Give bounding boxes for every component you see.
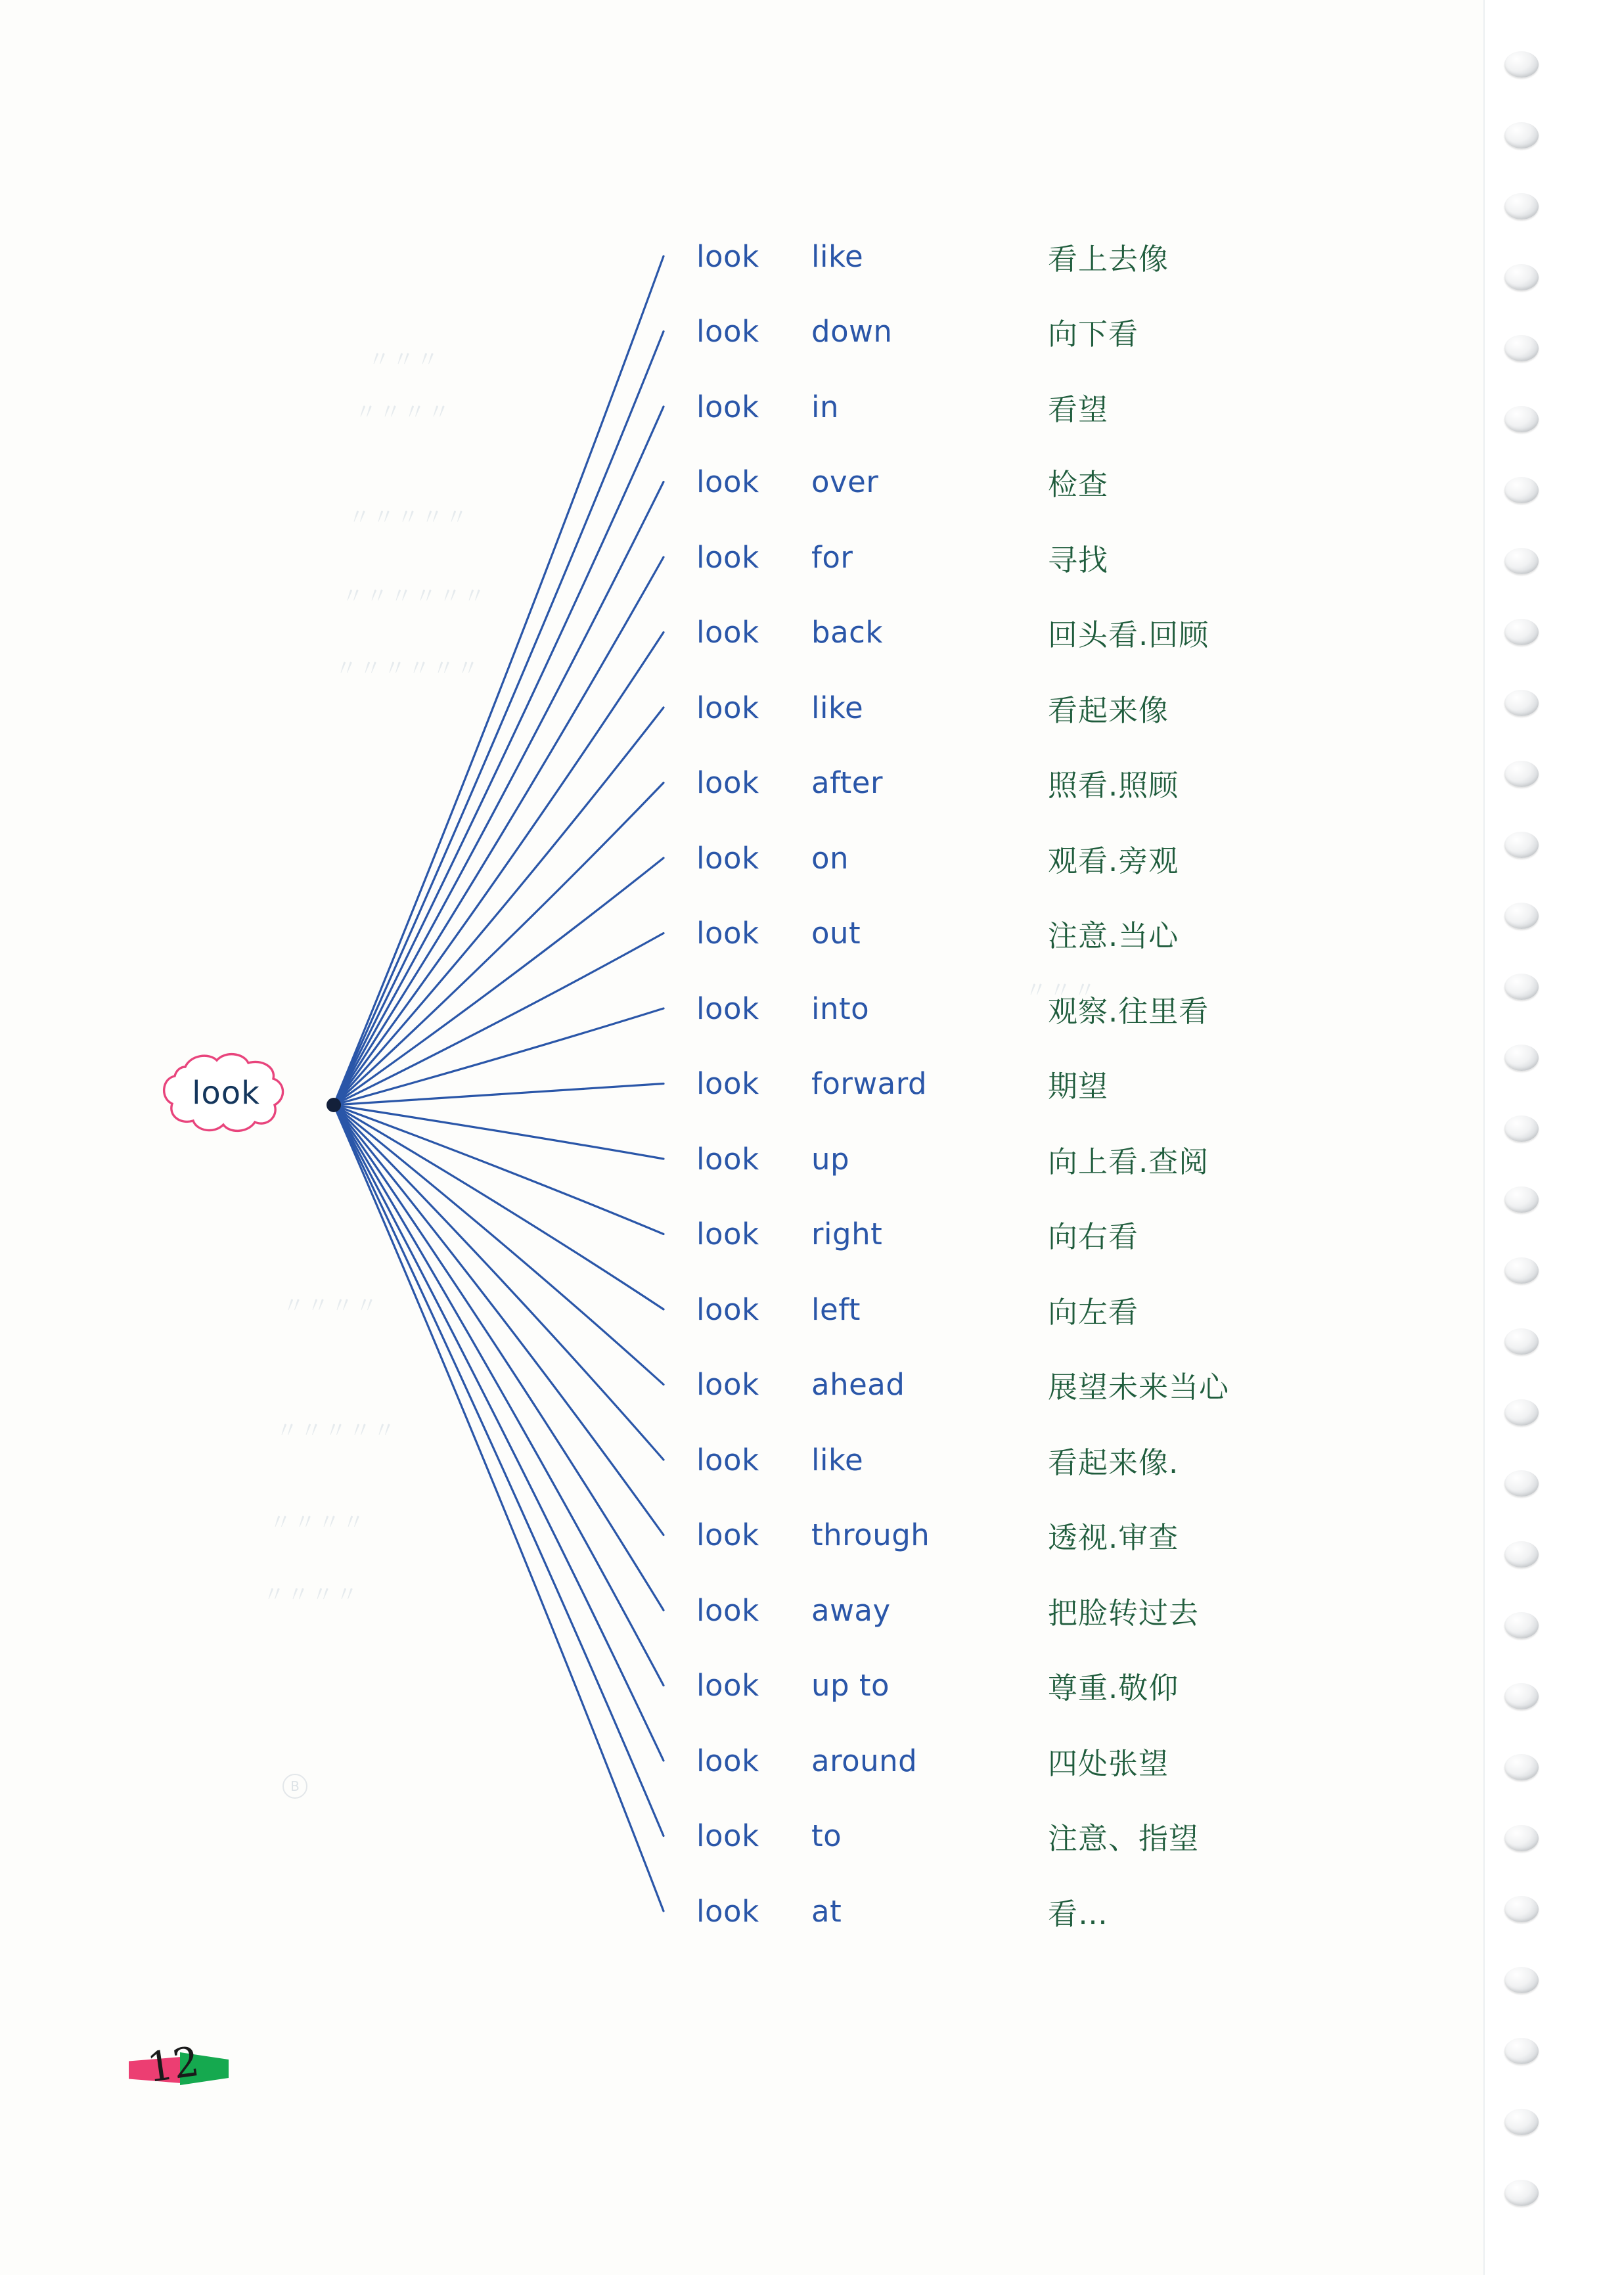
binding-ring — [1504, 1541, 1539, 1567]
binding-ring — [1504, 1257, 1539, 1284]
branch-line — [334, 1084, 664, 1106]
branch-line — [334, 1105, 664, 1460]
branch-gloss: 检查 — [1048, 467, 1109, 502]
branch-particle: at — [811, 1893, 842, 1929]
branch-line — [334, 1008, 664, 1105]
branch-line — [334, 557, 664, 1105]
page-showthrough: 〃〃〃〃〃 — [276, 1418, 397, 1444]
branch-gloss: 向上看.查阅 — [1048, 1144, 1209, 1179]
branch-particle: down — [811, 314, 893, 349]
branch-gloss: 透视.审查 — [1048, 1520, 1179, 1555]
branch-row — [696, 1504, 1179, 1567]
branch-row — [696, 1579, 1199, 1642]
page-showthrough: 〃〃〃〃 — [355, 399, 452, 426]
branch-row — [696, 1805, 1199, 1868]
branch-gloss: 展望未来当心 — [1048, 1370, 1230, 1405]
page-showthrough: 〃〃〃 — [368, 347, 441, 373]
binding-ring — [1504, 2038, 1539, 2064]
branch-line — [334, 708, 664, 1105]
branch-row — [696, 1654, 1179, 1717]
branch-particle: away — [811, 1592, 891, 1628]
binding-ring — [1504, 1045, 1539, 1071]
branch-verb: look — [696, 389, 759, 424]
branch-verb: look — [696, 1518, 759, 1552]
branch-particle: forward — [811, 1066, 928, 1101]
branch-verb: look — [696, 615, 759, 650]
margin-mark: B — [282, 1774, 307, 1799]
branch-gloss: 观察.往里看 — [1048, 993, 1209, 1029]
branch-gloss: 把脸转过去 — [1048, 1595, 1200, 1631]
branch-line — [334, 256, 664, 1105]
branch-row — [696, 225, 1169, 288]
branch-particle: left — [811, 1292, 861, 1327]
binding-ring — [1504, 264, 1539, 290]
branch-gloss: 期望 — [1048, 1069, 1109, 1104]
branch-gloss: 照看.照顾 — [1048, 768, 1179, 803]
branch-particle: like — [811, 690, 864, 725]
branch-verb: look — [696, 1367, 759, 1402]
branch-verb: look — [696, 840, 759, 876]
binding-ring — [1504, 193, 1539, 219]
branch-row — [696, 1127, 1209, 1190]
branch-line — [334, 1105, 664, 1159]
page-number-label: 12 — [144, 2037, 202, 2092]
branch-particle: through — [811, 1518, 930, 1552]
binding-ring — [1504, 477, 1539, 503]
page-showthrough: 〃〃〃〃 — [282, 1293, 380, 1319]
branch-gloss: 寻找 — [1048, 542, 1109, 577]
branch-row — [696, 1353, 1229, 1416]
spiral-binding — [1483, 0, 1624, 2275]
branch-verb: look — [696, 1818, 759, 1853]
branch-verb: look — [696, 238, 759, 274]
page-showthrough: 〃〃〃〃〃〃 — [335, 656, 481, 682]
binding-ring — [1504, 406, 1539, 432]
branch-line — [334, 1105, 664, 1761]
binding-ring — [1504, 1967, 1539, 1993]
center-node-label: look — [192, 1075, 260, 1112]
branch-line — [334, 1105, 664, 1309]
binding-ring — [1504, 51, 1539, 78]
branch-gloss: 向下看 — [1048, 317, 1139, 351]
branch-particle: like — [811, 1442, 864, 1477]
branch-row — [696, 300, 1139, 363]
branch-gloss: 注意.当心 — [1048, 918, 1179, 953]
branch-line — [334, 783, 664, 1106]
binding-ring — [1504, 1825, 1539, 1851]
branch-particle: up — [811, 1141, 850, 1177]
binding-ring — [1504, 1399, 1539, 1426]
binding-ring — [1504, 690, 1539, 716]
branch-row — [696, 1052, 1108, 1115]
binding-ring — [1504, 122, 1539, 148]
branch-particle: right — [811, 1217, 883, 1251]
binding-ring — [1504, 761, 1539, 787]
branch-particle: back — [811, 615, 883, 650]
branch-verb: look — [696, 1668, 759, 1703]
binding-ring — [1504, 548, 1539, 574]
branch-verb: look — [696, 1141, 759, 1177]
branch-particle: like — [811, 238, 864, 274]
branch-gloss: 观看.旁观 — [1048, 843, 1179, 878]
branch-row — [696, 1880, 1108, 1943]
branch-row — [696, 1278, 1139, 1341]
branch-line — [334, 934, 664, 1106]
branch-row — [696, 375, 1108, 438]
branch-gloss: 向右看 — [1048, 1219, 1139, 1254]
branch-particle: over — [811, 464, 879, 499]
page-showthrough: 〃〃〃〃 — [269, 1510, 367, 1536]
hub-dot — [327, 1098, 341, 1112]
branch-verb: look — [696, 765, 759, 800]
branch-particle: to — [811, 1818, 842, 1853]
branch-gloss: 看上去像 — [1048, 241, 1169, 277]
branch-line — [334, 1105, 664, 1234]
branch-verb: look — [696, 1292, 759, 1327]
branch-particle: into — [811, 991, 870, 1026]
branch-gloss: 尊重.敬仰 — [1048, 1671, 1179, 1705]
branch-verb: look — [696, 1442, 759, 1477]
binding-ring — [1504, 2180, 1539, 2206]
branch-row — [696, 902, 1179, 965]
branch-row — [696, 676, 1169, 739]
branch-particle: for — [811, 539, 853, 575]
binding-ring — [1504, 1683, 1539, 1709]
branch-verb: look — [696, 1592, 759, 1628]
branch-verb: look — [696, 1217, 759, 1251]
branch-line — [334, 1105, 664, 1836]
branch-particle: out — [811, 916, 861, 951]
branch-line — [334, 407, 664, 1105]
branch-row — [696, 826, 1179, 890]
branch-line — [334, 1105, 664, 1610]
branch-gloss: 向左看 — [1048, 1294, 1139, 1330]
branch-row — [696, 601, 1209, 664]
page-showthrough: 〃〃〃〃 — [263, 1582, 360, 1608]
binding-ring — [1504, 974, 1539, 1000]
branch-verb: look — [696, 1066, 759, 1101]
branch-gloss: 看起来像. — [1048, 1445, 1179, 1480]
branch-gloss: 注意、指望 — [1048, 1821, 1200, 1856]
branch-verb: look — [696, 314, 759, 349]
branch-particle: around — [811, 1743, 918, 1778]
branch-gloss: 看… — [1048, 1896, 1109, 1931]
binding-ring — [1504, 1115, 1539, 1142]
branch-row — [696, 977, 1209, 1040]
branch-verb: look — [696, 991, 759, 1026]
binding-ring — [1504, 619, 1539, 645]
branch-line — [334, 858, 664, 1105]
binding-ring — [1504, 1470, 1539, 1497]
binding-ring — [1504, 1186, 1539, 1213]
branch-particle: up to — [811, 1668, 890, 1703]
branch-particle: in — [811, 389, 840, 424]
center-node[interactable] — [156, 1050, 296, 1134]
binding-ring — [1504, 1896, 1539, 1922]
branch-verb: look — [696, 1743, 759, 1778]
branch-row — [696, 451, 1108, 514]
binding-ring — [1504, 832, 1539, 858]
binding-ring — [1504, 335, 1539, 361]
branch-line — [334, 633, 664, 1106]
branch-particle: after — [811, 765, 883, 800]
branch-particle: ahead — [811, 1367, 905, 1402]
branch-row — [696, 752, 1179, 815]
branch-line — [334, 1105, 664, 1686]
branch-gloss: 看望 — [1048, 392, 1109, 427]
branch-verb: look — [696, 1893, 759, 1929]
branch-line — [334, 1105, 664, 1911]
branch-gloss: 四处张望 — [1048, 1746, 1169, 1781]
binding-ring — [1504, 1612, 1539, 1638]
binding-ring — [1504, 903, 1539, 929]
page-showthrough: 〃〃〃〃〃〃 — [342, 583, 487, 610]
page-number-sticker — [129, 2037, 234, 2100]
branch-gloss: 看起来像 — [1048, 692, 1169, 728]
branch-verb: look — [696, 539, 759, 575]
branch-row — [696, 1729, 1169, 1792]
branch-verb: look — [696, 464, 759, 499]
branch-verb: look — [696, 916, 759, 951]
binding-ring — [1504, 2109, 1539, 2135]
branch-verb: look — [696, 690, 759, 725]
branch-particle: on — [811, 840, 849, 876]
page-showthrough: 〃〃〃 — [1025, 978, 1098, 1004]
branch-row — [696, 1203, 1139, 1266]
branch-line — [334, 482, 664, 1106]
branch-row — [696, 1428, 1179, 1491]
page-showthrough: 〃〃〃〃〃 — [348, 505, 470, 531]
branch-gloss: 回头看.回顾 — [1048, 618, 1209, 652]
branch-row — [696, 526, 1108, 589]
binding-ring — [1504, 1754, 1539, 1780]
branch-line — [334, 1105, 664, 1535]
binding-ring — [1504, 1328, 1539, 1355]
branch-line — [334, 332, 664, 1106]
branch-line — [334, 1105, 664, 1385]
